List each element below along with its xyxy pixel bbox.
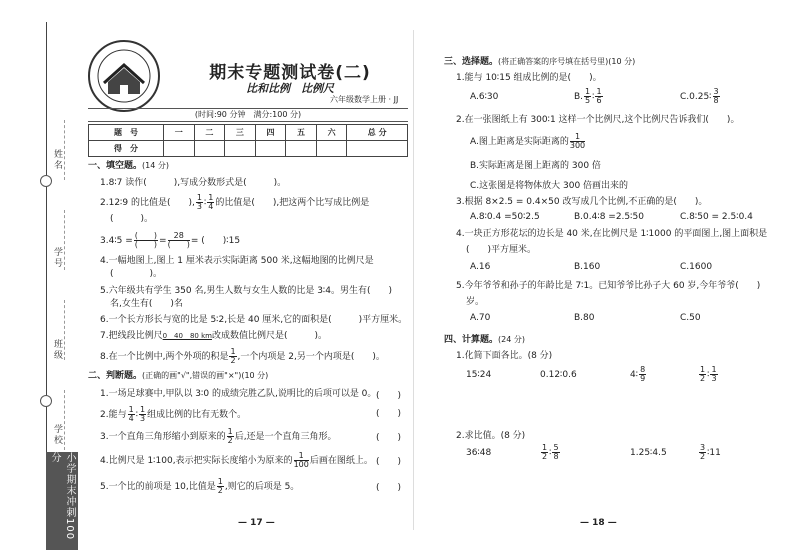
choice-4-c[interactable]: C.1600: [680, 262, 713, 272]
score-cell: 三: [225, 125, 256, 141]
question-8: 8.在一个比例中,两个外项的积是 $\frac{1}{2}$ ,一个内项是 2,另一个内项是( )。: [100, 347, 385, 365]
binding-sidebar: [0, 0, 78, 560]
house-logo-icon: [94, 46, 154, 106]
page-divider: [413, 30, 414, 530]
page-number-left: — 17 —: [238, 518, 275, 528]
answer-paren[interactable]: ( ): [376, 483, 402, 493]
section-calc: 四、计算题。(24 分): [444, 335, 525, 345]
score-cell[interactable]: [164, 141, 195, 157]
answer-paren[interactable]: ( ): [376, 457, 402, 467]
calc-2-b: $\frac{1}{2}$ ∶ $\frac{5}{8}$: [542, 443, 559, 461]
section-fill-in: 一、填空题。(14 分): [88, 161, 169, 171]
choice-3-c[interactable]: C.8∶50 = 2.5∶0.4: [680, 212, 753, 222]
page-title: 期末专题测试卷(二): [209, 63, 371, 83]
score-cell: 六: [316, 125, 347, 141]
choice-2-b[interactable]: B.实际距离是图上距离的 300 倍: [470, 161, 601, 171]
question-5: 5.六年级共有学生 350 名,男生人数与女生人数的比是 3∶4。男生有( ): [100, 286, 393, 296]
question-2: 2.12∶9 的比值是( ), $\frac{1}{3}$ ∶ $\frac{1}{4}$ 的比值是( ),把这两个比写成比例是: [100, 193, 370, 211]
cut-line: [64, 390, 66, 450]
choice-2: 2.在一张图纸上有 300∶1 这样一个比例尺,这个比例尺告诉我们( )。: [456, 115, 740, 125]
answer-paren[interactable]: ( ): [376, 409, 402, 419]
answer-paren[interactable]: ( ): [376, 391, 402, 401]
choice-3: 3.根据 8×2.5 = 0.4×50 改写成几个比例,不正确的是( )。: [456, 197, 708, 207]
choice-1: 1.能与 10∶15 组成比例的是( )。: [456, 73, 602, 83]
page-subtitle: 比和比例 比例尺: [246, 82, 334, 95]
calc-2: 2.求比值。(8 分): [456, 431, 526, 441]
choice-1-b[interactable]: B. $\frac{1}{5}$ ∶ $\frac{1}{6}$: [574, 87, 602, 105]
binding-hole: [40, 395, 52, 407]
choice-5: 5.今年爷爷和孙子的年龄比是 7∶1。已知爷爷比孙子大 60 岁,今年爷爷( ): [456, 281, 761, 291]
grade-label: 六年级数学上册 · JJ: [330, 95, 399, 104]
page-number-right: — 18 —: [580, 518, 617, 528]
question-1: 1.8∶7 读作( ),写成分数形式是( )。: [100, 178, 287, 188]
time-info: (时间:90 分钟 满分:100 分): [88, 108, 408, 122]
calc-1: 1.化简下面各比。(8 分): [456, 351, 553, 361]
sidebar-field-school: 学校: [54, 425, 64, 446]
choice-1-c[interactable]: C.0.25∶ $\frac{3}{8}$: [680, 87, 719, 105]
choice-4-cont: ( )平方厘米。: [466, 245, 537, 255]
score-cell[interactable]: [286, 141, 317, 157]
section-choice: 三、选择题。(将正确答案的序号填在括号里)(10 分): [444, 57, 636, 67]
choice-5-b[interactable]: B.80: [574, 313, 595, 323]
calc-1-c: 4∶ $\frac{8}{9}$: [630, 365, 646, 383]
cut-line: [64, 120, 66, 180]
choice-4: 4.一块正方形花坛的边长是 40 米,在比例尺是 1∶1000 的平面图上,图上面积是: [456, 229, 768, 239]
score-value-row: [89, 141, 408, 157]
choice-4-a[interactable]: A.16: [470, 262, 491, 272]
question-7: 7.把线段比例尺0 40 80 km改成数值比例尺是( )。: [100, 331, 327, 341]
score-header-row: [89, 125, 408, 141]
answer-paren[interactable]: ( ): [376, 433, 402, 443]
score-cell[interactable]: [316, 141, 347, 157]
scale-bar: 0 40 80 km: [162, 332, 212, 340]
choice-2-c[interactable]: C.这张图是将物体放大 300 倍画出来的: [470, 181, 629, 191]
score-cell: 一: [164, 125, 195, 141]
question-2-cont: ( )。: [110, 214, 154, 224]
score-table: [88, 124, 408, 157]
sidebar-banner: 小学期末冲刺100分: [46, 452, 78, 550]
judge-4: 4.比例尺是 1∶100,表示把实际长度缩小为原来的 $\frac{1}{100}$ 后画在图纸上。: [100, 451, 373, 469]
question-4-cont: ( )。: [110, 269, 163, 279]
score-cell: 二: [194, 125, 225, 141]
score-cell: 总 分: [347, 125, 408, 141]
cut-line: [64, 300, 66, 360]
calc-1-b: 0.12∶0.6: [540, 370, 577, 380]
score-cell[interactable]: [225, 141, 256, 157]
judge-1: 1.一场足球赛中,甲队以 3∶0 的成绩完胜乙队,说明比的后项可以是 0。: [100, 389, 377, 399]
question-3: 3.4∶5 = $\frac{( )}{( )}$ = $\frac{28}{( )}$ = ( )∶15: [100, 231, 241, 249]
sidebar-field-name: 姓名: [54, 150, 64, 171]
choice-2-a[interactable]: A.图上距离是实际距离的 $\frac{1}{300}$: [470, 132, 586, 150]
choice-1-a[interactable]: A.6∶30: [470, 92, 499, 102]
calc-2-c: 1.25∶4.5: [630, 448, 667, 458]
judge-5: 5.一个比的前项是 10,比值是 $\frac{1}{2}$ ,则它的后项是 5。: [100, 477, 300, 495]
score-cell: 题 号: [89, 125, 164, 141]
section-judge: 二、判断题。(正确的画"√",错误的画"×")(10 分): [88, 371, 269, 381]
score-cell[interactable]: [255, 141, 286, 157]
judge-3: 3.一个直角三角形缩小到原来的 $\frac{1}{2}$ 后,还是一个直角三角形。: [100, 427, 337, 445]
calc-2-a: 36∶48: [466, 448, 492, 458]
choice-3-a[interactable]: A.8∶0.4 =50∶2.5: [470, 212, 540, 222]
calc-1-d: $\frac{1}{2}$ ∶ $\frac{1}{3}$: [700, 365, 717, 383]
sidebar-field-id: 学号: [54, 248, 64, 269]
choice-5-c[interactable]: C.50: [680, 313, 701, 323]
score-cell[interactable]: [347, 141, 408, 157]
cut-line: [64, 210, 66, 270]
judge-2: 2.能与 $\frac{1}{4}$ ∶ $\frac{1}{3}$ 组成比例的比有无数个。: [100, 405, 247, 423]
calc-2-d: $\frac{3}{2}$ ∶11: [700, 443, 721, 461]
choice-3-b[interactable]: B.0.4∶8 =2.5∶50: [574, 212, 644, 222]
score-cell: 四: [255, 125, 286, 141]
brand-logo: [88, 40, 160, 112]
question-5-cont: 名,女生有( )名: [110, 299, 183, 309]
question-6: 6.一个长方形长与宽的比是 5∶2,长是 40 厘米,它的面积是( )平方厘米。: [100, 315, 408, 325]
choice-5-a[interactable]: A.70: [470, 313, 491, 323]
question-4: 4.一幅地图上,图上 1 厘米表示实际距离 500 米,这幅地图的比例尺是: [100, 256, 374, 266]
score-cell: 五: [286, 125, 317, 141]
calc-1-a: 15∶24: [466, 370, 492, 380]
choice-4-b[interactable]: B.160: [574, 262, 601, 272]
binding-hole: [40, 175, 52, 187]
score-cell[interactable]: [194, 141, 225, 157]
sidebar-field-class: 班级: [54, 340, 64, 361]
score-cell: 得 分: [89, 141, 164, 157]
choice-5-cont: 岁。: [466, 297, 485, 307]
